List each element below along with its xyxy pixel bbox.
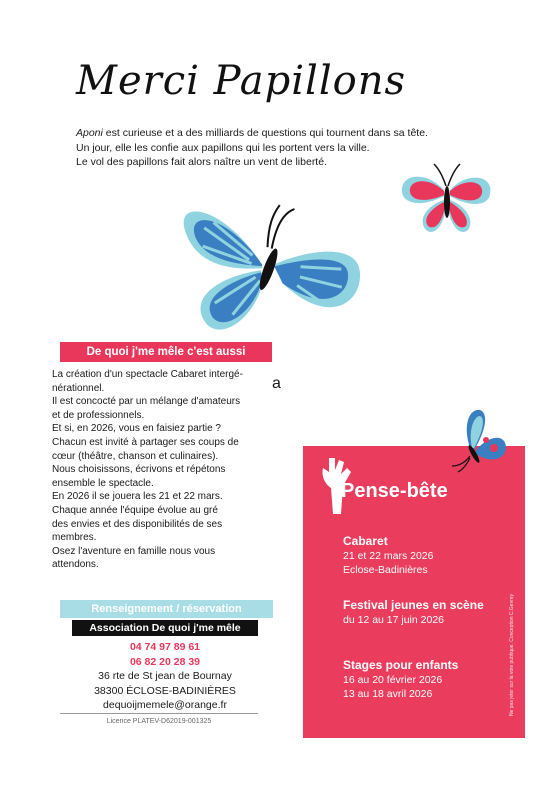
body-line: Il est concocté par un mélange d'amateurs [52,396,241,408]
intro-line-1: est curieuse et a des milliards de questions qui tournent dans sa tête. [102,127,428,139]
divider [60,713,258,714]
page-title: Merci Papillons [76,58,406,104]
phone-number[interactable]: 06 82 20 28 39 [129,655,201,668]
event-title: Festival jeunes en scène [343,598,484,612]
event-festival [343,598,484,627]
event-stages [343,658,458,701]
contact-block [72,640,258,713]
reminder-card [303,446,525,738]
section-body-text [52,368,272,572]
association-banner: Association De quoi j'me mêle [72,620,258,636]
event-date: 21 et 22 mars 2026 [343,550,434,562]
event-place: Eclose-Badinières [343,564,428,576]
body-line: des envies et des disponibilités de ses [52,518,223,530]
body-line: Osez l'aventure en famille nous vous [52,545,216,557]
phone-number[interactable]: 04 74 97 89 61 [129,641,201,653]
event-date: 16 au 20 février 2026 [343,674,443,686]
body-line: La création d'un spectacle Cabaret intergé- [52,369,243,380]
body-line: En 2026 il se jouera les 21 et 22 mars. [52,491,223,503]
stray-character: a [272,375,281,392]
body-line: cœur (théâtre, chanson et culinaires). [52,450,219,462]
address-city: 38300 ÉCLOSE-BADINIÈRES [94,684,236,697]
character-name: Aponi [76,127,103,139]
body-line: Nous choisissons, écrivons et répétons [52,464,226,476]
body-line: ensemble le spectacle. [52,477,154,489]
email-address[interactable]: dequoijmemele@orange.fr [103,699,227,711]
licence-text: Licence PLATEV-D62019-001325 [106,718,212,725]
body-line: Chaque année l'équipe évolue au gré [52,504,218,516]
small-butterfly-illustration [440,404,510,474]
event-date: du 12 au 17 juin 2026 [343,614,445,626]
body-line: Chacun est invité à partager ses coups de [52,436,239,448]
event-cabaret [343,534,433,577]
body-line: nérationnel. [52,382,105,394]
info-heading-banner: Renseignement / réservation [60,600,273,618]
blue-butterfly-illustration [170,185,370,345]
body-line: membres. [52,532,97,544]
intro-line-2: Un jour, elle les confie aux papillons qui les portent vers la ville. [76,141,370,154]
vertical-note: Ne pas jeter sur la voie publique. Conception C.Gevrey [509,593,515,716]
event-title: Cabaret [343,534,388,548]
pink-butterfly-illustration [396,160,496,240]
body-line: attendons. [52,559,99,571]
event-title: Stages pour enfants [343,658,459,672]
card-title: Pense-bête [341,480,448,502]
address-line: 36 rte de St jean de Bournay [98,670,232,682]
body-line: Et si, en 2026, vous en faisiez partie ? [52,423,221,435]
section-heading-banner: De quoi j'me mêle c'est aussi [60,342,272,362]
event-date: 13 au 18 avril 2026 [343,688,433,700]
body-line: et de professionnels. [52,409,145,421]
intro-line-3: Le vol des papillons fait alors naître un vent de liberté. [76,156,327,168]
